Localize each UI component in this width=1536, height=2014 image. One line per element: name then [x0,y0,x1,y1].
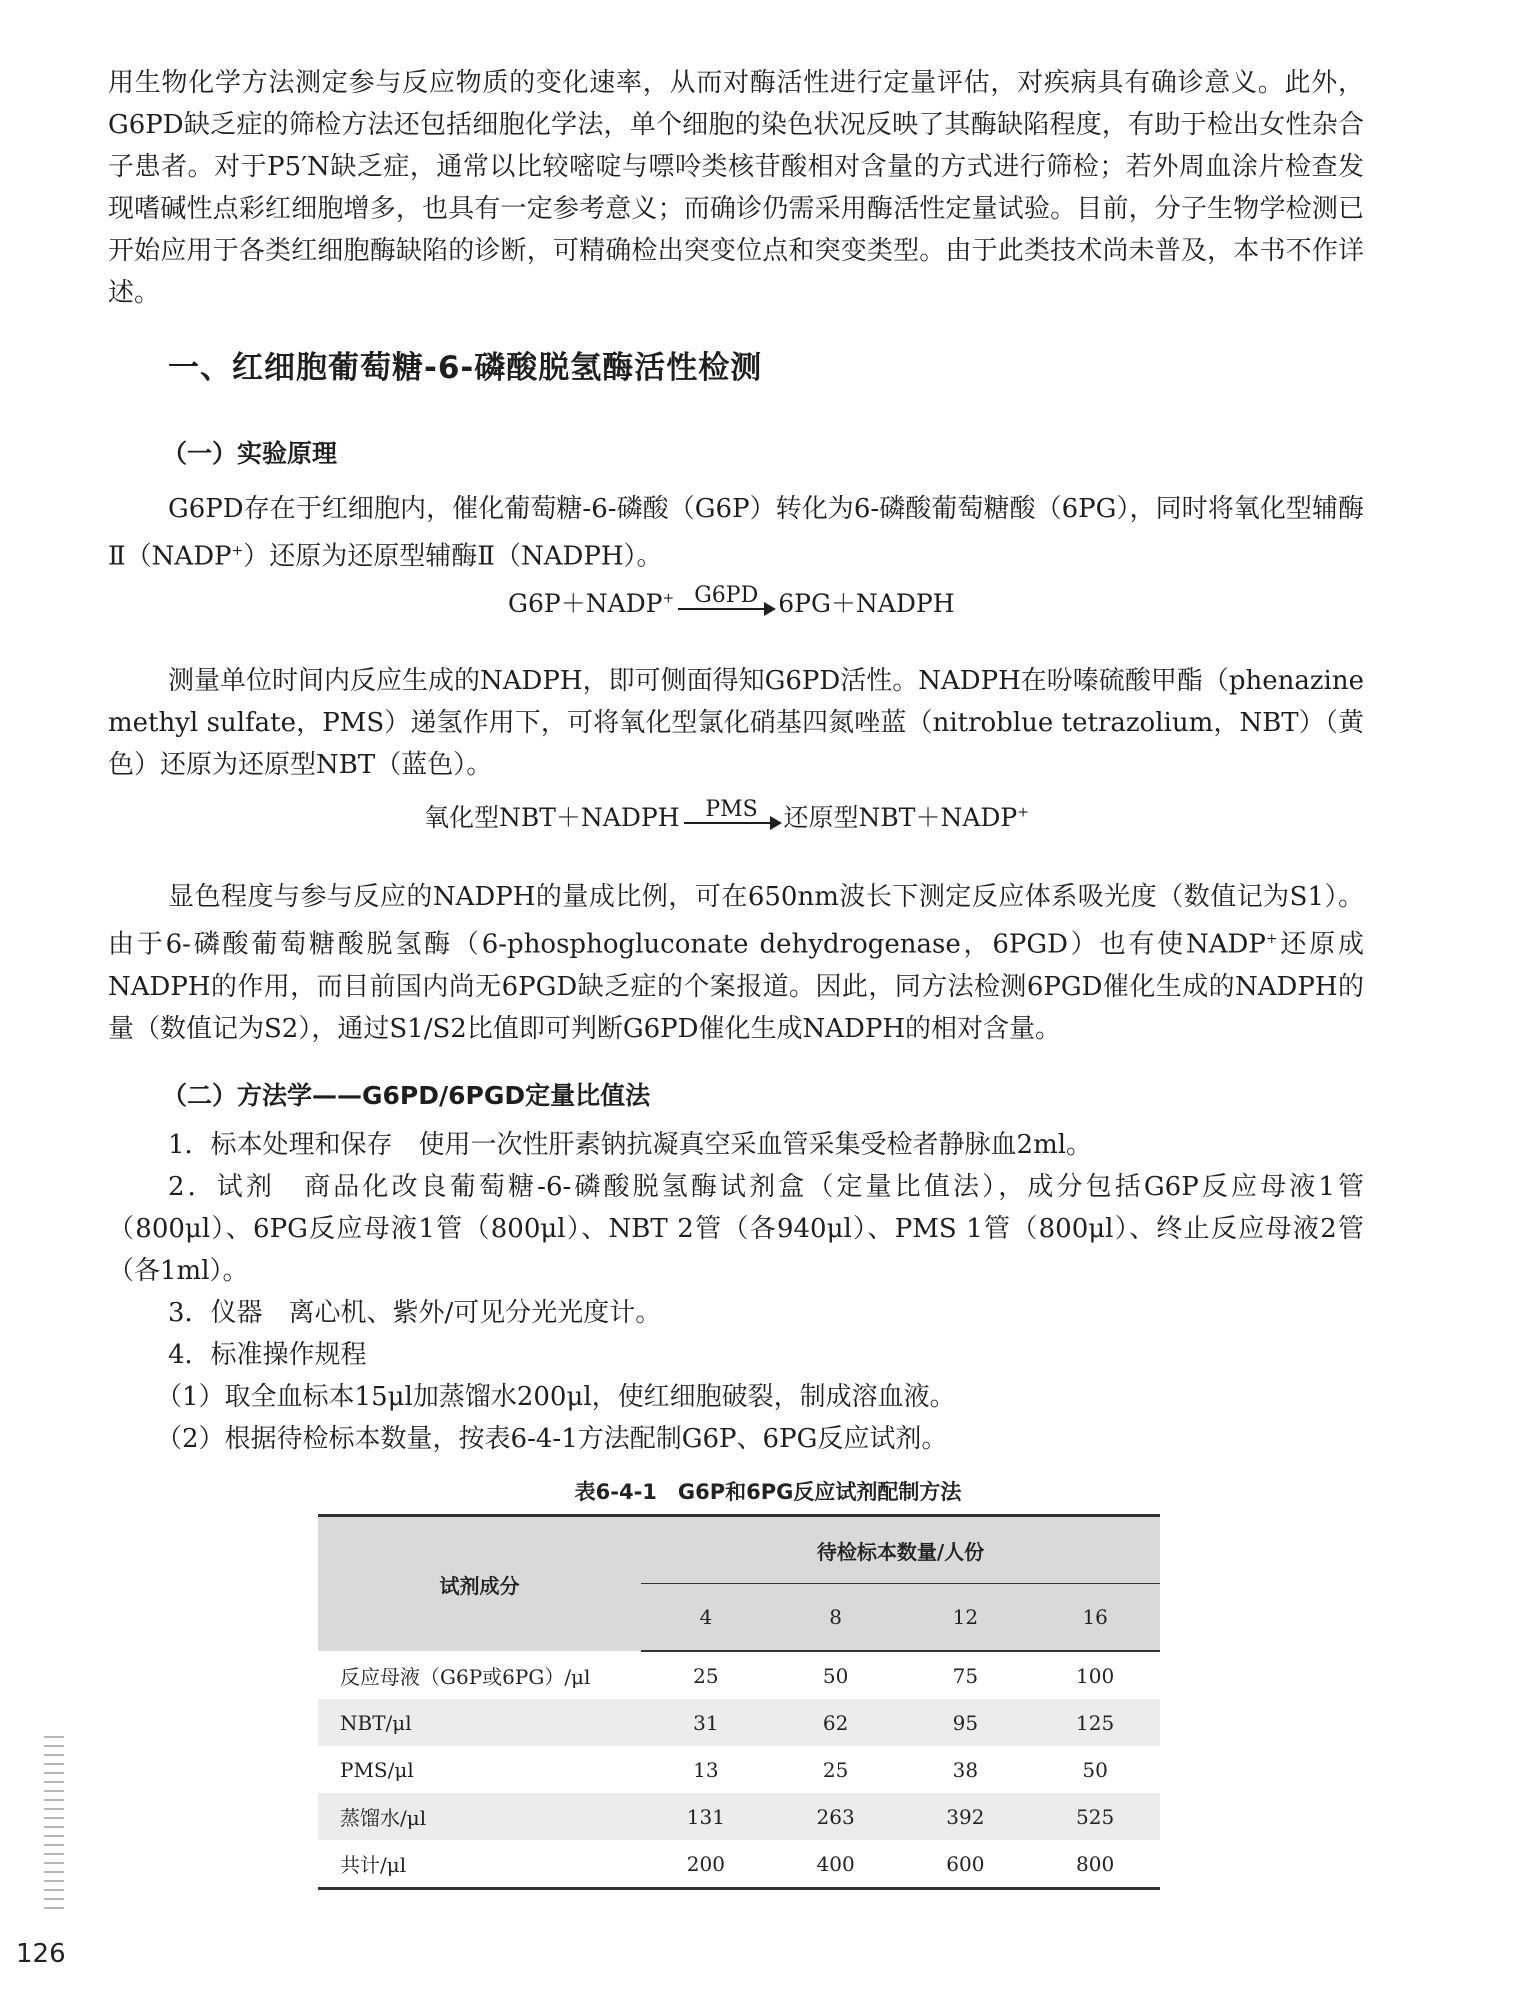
table-row [318,1746,1160,1793]
enzyme-label: PMS [705,797,758,822]
table-cell: 25 [693,1663,719,1688]
table-row [318,1840,1160,1889]
table-cell: 800 [1030,1840,1160,1889]
table-cell: 263 [771,1793,901,1840]
reagent-name: 反应母液（G6P或6PG）/μl [340,1664,591,1689]
equation-right: 还原型NBT＋NADP+ [783,803,1029,832]
table-cell: 62 [771,1699,901,1746]
equation-g6pd [508,584,955,620]
table-row [318,1651,1160,1699]
principle-block-2 [108,660,1364,786]
table-cell: 50 [822,1663,849,1688]
page-number: 126 [16,1939,66,1969]
table-cell: 200 [641,1840,771,1889]
enzyme-label: G6PD [694,583,759,608]
table-cell: 131 [641,1793,771,1840]
method-heading: （二）方法学——G6PD/6PGD定量比值法 [162,1081,651,1110]
group-header: 待检标本数量/人份 [641,1516,1160,1584]
principle-heading: （一）实验原理 [162,439,338,468]
reaction-arrow [678,584,774,620]
table-row [318,1793,1160,1840]
count-header: 8 [771,1584,901,1652]
table-cell: 75 [952,1663,979,1688]
reagent-name: 蒸馏水/μl [318,1793,641,1840]
table-cell: 13 [693,1757,719,1782]
equation-right: 6PG＋NADPH [778,589,955,618]
reagent-name: 共计/μl [318,1840,641,1889]
table-cell: 125 [1030,1699,1160,1746]
principle-paragraph-3: 显色程度与参与反应的NADPH的量成比例，可在650nm波长下测定反应体系吸光度（数值记为S1）。由于6-磷酸葡萄糖酸脱氢酶（6-phosphogluconate dehydrogenase，6PGD）也有使NADP+还原成NADPH的作用，而目前国内尚无6PGD缺乏症的个案报道。因此，同方法检测6PGD催化生成的NADPH的量（数值记为S2），通过S1/S2比值即可判断G6PD催化生成NADPH的相对含量。 [108,882,1364,1044]
reaction-arrow [684,798,780,834]
equation-pms [424,798,1029,834]
equation-left: G6P＋NADP+ [508,589,675,618]
table-cell: 100 [1076,1663,1115,1688]
method-block [108,1124,1364,1460]
method-item: 2．试剂 商品化改良葡萄糖-6-磷酸脱氢酶试剂盒（定量比值法），成分包括G6P反应母液1管（800μl）、6PG反应母液1管（800μl）、NBT 2管（各940μl）、PMS 1管（800μl）、终止反应母液2管（各1ml）。 [108,1172,1364,1286]
method-item: 4．标准操作规程 [168,1340,367,1370]
intro-block [108,62,1364,314]
method-item: （2）根据待检标本数量，按表6-4-1方法配制G6P、6PG反应试剂。 [156,1424,948,1454]
method-item: （1）取全血标本15μl加蒸馏水200μl，使红细胞破裂，制成溶血液。 [156,1382,956,1412]
table-cell: 95 [901,1699,1031,1746]
row-header: 试剂成分 [318,1516,641,1652]
table-cell: 392 [901,1793,1031,1840]
count-header: 4 [641,1584,771,1652]
table-cell: 25 [822,1757,849,1782]
principle-paragraph-2: 测量单位时间内反应生成的NADPH，即可侧面得知G6PD活性。NADPH在吩嗪硫酸甲酯（phenazine methyl sulfate，PMS）递氢作用下，可将氧化型氯化硝基四氮唑蓝（nitroblue tetrazolium，NBT）（黄色）还原为还原型NBT（蓝色）。 [108,666,1364,780]
reagent-name: PMS/μl [340,1757,414,1782]
principle-paragraph-1: G6PD存在于红细胞内，催化葡萄糖-6-磷酸（G6P）转化为6-磷酸葡萄糖酸（6PG），同时将氧化型辅酶Ⅱ（NADP+）还原为还原型辅酶Ⅱ（NADPH）。 [108,494,1364,572]
reagent-table [318,1514,1160,1890]
table-row [318,1699,1160,1746]
method-item: 1．标本处理和保存 使用一次性肝素钠抗凝真空采血管采集受检者静脉血2ml。 [168,1130,1093,1160]
table-caption: 表6-4-1 G6P和6PG反应试剂配制方法 [574,1480,962,1504]
reagent-name: NBT/μl [318,1699,641,1746]
principle-block-3 [108,876,1364,1050]
method-item: 3．仪器 离心机、紫外/可见分光光度计。 [168,1298,662,1328]
principle-block-1 [108,488,1364,578]
page-edge-marks [44,1736,64,1916]
equation-left: 氧化型NBT＋NADPH [424,803,680,832]
section-title: 一、红细胞葡萄糖-6-磷酸脱氢酶活性检测 [168,350,763,386]
table-cell: 31 [641,1699,771,1746]
table-cell: 38 [952,1757,979,1782]
table-cell: 50 [1082,1757,1108,1782]
table-cell: 525 [1030,1793,1160,1840]
count-header: 12 [901,1584,1031,1652]
intro-paragraph: 用生物化学方法测定参与反应物质的变化速率，从而对酶活性进行定量评估，对疾病具有确诊意义。此外，G6PD缺乏症的筛检方法还包括细胞化学法，单个细胞的染色状况反映了其酶缺陷程度，有助于检出女性杂合子患者。对于P5′N缺乏症，通常以比较嘧啶与嘌呤类核苷酸相对含量的方式进行筛检；若外周血涂片检查发现嗜碱性点彩红细胞增多，也具有一定参考意义；而确诊仍需采用酶活性定量试验。目前，分子生物学检测已开始应用于各类红细胞酶缺陷的诊断，可精确检出突变位点和突变类型。由于此类技术尚未普及，本书不作详述。 [108,68,1364,308]
table-cell: 600 [901,1840,1031,1889]
table-cell: 400 [771,1840,901,1889]
count-header: 16 [1030,1584,1160,1652]
